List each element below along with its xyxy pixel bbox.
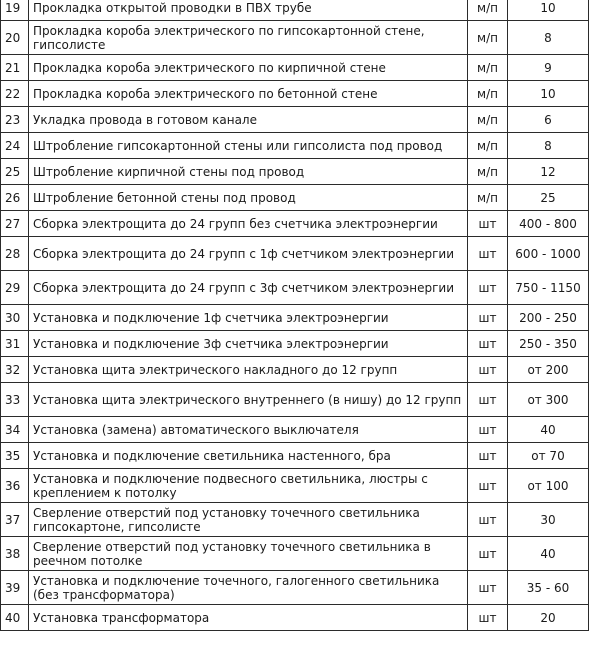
row-description: Сборка электрощита до 24 групп с 3ф счетчиком электроэнергии (29, 271, 468, 305)
row-description: Установка и подключение 3ф счетчика электроэнергии (29, 331, 468, 357)
table-row (1, 469, 589, 503)
table-row (1, 271, 589, 305)
row-price: от 200 (508, 357, 589, 383)
row-description: Установка и подключение светильника настенного, бра (29, 443, 468, 469)
table-row (1, 81, 589, 107)
row-description: Сборка электрощита до 24 групп с 1ф счетчиком электроэнергии (29, 237, 468, 271)
row-price: 8 (508, 133, 589, 159)
table-row (1, 443, 589, 469)
row-unit: шт (468, 383, 508, 417)
row-price: 25 (508, 185, 589, 211)
row-number: 28 (1, 237, 29, 271)
row-number: 32 (1, 357, 29, 383)
row-description: Установка щита электрического накладного до 12 групп (29, 357, 468, 383)
table-row (1, 21, 589, 55)
row-unit: м/п (468, 133, 508, 159)
row-number: 26 (1, 185, 29, 211)
table-row (1, 0, 589, 21)
row-unit: шт (468, 271, 508, 305)
row-unit: шт (468, 605, 508, 631)
row-unit: шт (468, 443, 508, 469)
row-number: 25 (1, 159, 29, 185)
row-price: 6 (508, 107, 589, 133)
row-unit: м/п (468, 185, 508, 211)
row-price: 250 - 350 (508, 331, 589, 357)
price-table-body (1, 0, 589, 631)
row-description: Штробление гипсокартонной стены или гипсолиста под провод (29, 133, 468, 159)
row-unit: шт (468, 469, 508, 503)
table-row (1, 159, 589, 185)
row-number: 27 (1, 211, 29, 237)
table-row (1, 537, 589, 571)
row-description: Установка (замена) автоматического выключателя (29, 417, 468, 443)
row-description: Прокладка открытой проводки в ПВХ трубе (29, 0, 468, 21)
row-unit: м/п (468, 159, 508, 185)
row-number: 22 (1, 81, 29, 107)
table-row (1, 331, 589, 357)
row-description: Установка и подключение 1ф счетчика электроэнергии (29, 305, 468, 331)
row-unit: шт (468, 331, 508, 357)
row-number: 21 (1, 55, 29, 81)
row-number: 31 (1, 331, 29, 357)
row-description: Установка трансформатора (29, 605, 468, 631)
table-row (1, 417, 589, 443)
row-unit: м/п (468, 81, 508, 107)
row-price: от 100 (508, 469, 589, 503)
row-price: 12 (508, 159, 589, 185)
row-price: 20 (508, 605, 589, 631)
table-row (1, 211, 589, 237)
row-number: 35 (1, 443, 29, 469)
row-price: 35 - 60 (508, 571, 589, 605)
row-unit: шт (468, 357, 508, 383)
row-unit: шт (468, 237, 508, 271)
row-number: 39 (1, 571, 29, 605)
row-price: 30 (508, 503, 589, 537)
row-number: 34 (1, 417, 29, 443)
row-unit: шт (468, 417, 508, 443)
row-description: Прокладка короба электрического по кирпичной стене (29, 55, 468, 81)
row-unit: шт (468, 503, 508, 537)
row-number: 20 (1, 21, 29, 55)
row-price: от 70 (508, 443, 589, 469)
row-unit: м/п (468, 107, 508, 133)
table-row (1, 357, 589, 383)
table-row (1, 55, 589, 81)
row-number: 33 (1, 383, 29, 417)
row-number: 19 (1, 0, 29, 21)
row-price: 8 (508, 21, 589, 55)
row-description: Установка и подключение точечного, галогенного светильника (без трансформатора) (29, 571, 468, 605)
row-description: Сверление отверстий под установку точечного светильника в реечном потолке (29, 537, 468, 571)
row-unit: м/п (468, 55, 508, 81)
row-number: 24 (1, 133, 29, 159)
row-unit: шт (468, 305, 508, 331)
row-number: 30 (1, 305, 29, 331)
row-description: Прокладка короба электрического по бетонной стене (29, 81, 468, 107)
row-number: 36 (1, 469, 29, 503)
row-price: 10 (508, 81, 589, 107)
table-row (1, 503, 589, 537)
row-price: 750 - 1150 (508, 271, 589, 305)
row-price: от 300 (508, 383, 589, 417)
row-number: 29 (1, 271, 29, 305)
table-row (1, 185, 589, 211)
row-description: Сверление отверстий под установку точечного светильника гипсокартоне, гипсолисте (29, 503, 468, 537)
row-description: Установка и подключение подвесного светильника, люстры с креплением к потолку (29, 469, 468, 503)
row-number: 40 (1, 605, 29, 631)
table-row (1, 305, 589, 331)
table-row (1, 237, 589, 271)
table-row (1, 133, 589, 159)
table-row (1, 605, 589, 631)
row-description: Прокладка короба электрического по гипсокартонной стене, гипсолисте (29, 21, 468, 55)
row-number: 37 (1, 503, 29, 537)
row-description: Штробление бетонной стены под провод (29, 185, 468, 211)
row-price: 10 (508, 0, 589, 21)
row-price: 40 (508, 537, 589, 571)
row-unit: шт (468, 571, 508, 605)
row-price: 40 (508, 417, 589, 443)
row-unit: м/п (468, 0, 508, 21)
row-number: 38 (1, 537, 29, 571)
row-description: Установка щита электрического внутреннего (в нишу) до 12 групп (29, 383, 468, 417)
table-row (1, 107, 589, 133)
row-price: 600 - 1000 (508, 237, 589, 271)
row-unit: шт (468, 537, 508, 571)
row-description: Штробление кирпичной стены под провод (29, 159, 468, 185)
table-row (1, 383, 589, 417)
row-price: 400 - 800 (508, 211, 589, 237)
row-description: Укладка провода в готовом канале (29, 107, 468, 133)
row-unit: м/п (468, 21, 508, 55)
row-price: 200 - 250 (508, 305, 589, 331)
table-row (1, 571, 589, 605)
row-unit: шт (468, 211, 508, 237)
row-description: Сборка электрощита до 24 групп без счетчика электроэнергии (29, 211, 468, 237)
row-number: 23 (1, 107, 29, 133)
row-price: 9 (508, 55, 589, 81)
